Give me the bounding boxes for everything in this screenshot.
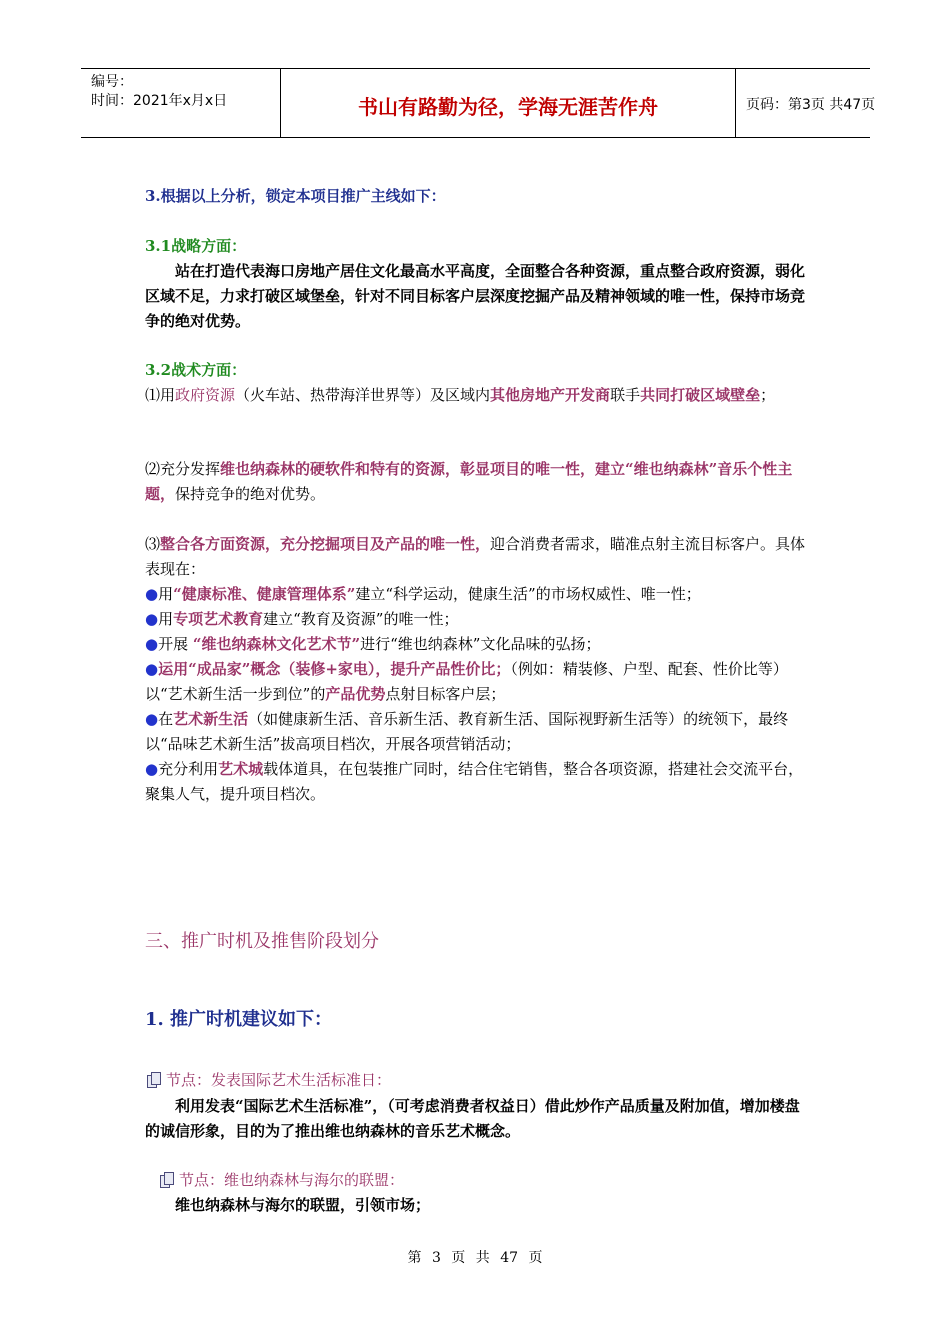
book-icon bbox=[160, 1172, 173, 1187]
text-run: ； bbox=[760, 386, 776, 404]
bullet-icon: ● bbox=[145, 585, 159, 603]
list-item bbox=[145, 607, 810, 632]
list-item bbox=[145, 757, 810, 807]
header-meta-cell bbox=[81, 69, 281, 137]
text-run: 建立“科学运动，健康生活”的市场权威性、唯一性； bbox=[355, 585, 701, 603]
header-page-cell bbox=[736, 69, 876, 137]
page-number-label: 页码：第3页 共47页 bbox=[746, 97, 876, 113]
text-run: 建立“教育及资源”的唯一性； bbox=[263, 610, 459, 628]
highlight-run: 专项艺术教育 bbox=[173, 610, 264, 628]
time-label: 时间：2021年x月x日 bbox=[91, 93, 228, 109]
highlight-run: 共同打破区域壁垒 bbox=[640, 386, 761, 404]
text-run: 进行“维也纳森林”文化品味的弘扬； bbox=[360, 635, 601, 653]
text-run: 开展 bbox=[158, 635, 193, 653]
page-header bbox=[81, 68, 876, 138]
text-run: 用 bbox=[158, 610, 174, 628]
text-run: 点射目标客户层； bbox=[385, 685, 506, 703]
list-item bbox=[145, 582, 810, 607]
node-title-text: 节点：维也纳森林与海尔的联盟： bbox=[179, 1171, 405, 1189]
header-motto-cell bbox=[281, 69, 736, 137]
text-run: 充分利用 bbox=[158, 760, 219, 778]
text-run: 迎合消费者需求，瞄准点射主流目标客户。具体表现在： bbox=[145, 535, 806, 578]
highlight-run: “维也纳森林文化艺术节” bbox=[192, 635, 361, 653]
text-run: 保持竞争的绝对优势。 bbox=[175, 485, 326, 503]
highlight-run: “健康标准、健康管理体系” bbox=[173, 585, 356, 603]
doc-number-label: 编号： bbox=[91, 74, 133, 90]
bullet-icon: ● bbox=[145, 635, 159, 653]
text-run: ⑵充分发挥 bbox=[145, 460, 221, 478]
text-run: （火车站、热带海洋世界等）及区域内 bbox=[235, 386, 491, 404]
highlight-run: 维也纳森林的硬软件和特有的资源，彰显项目的唯一性，建立“维也纳森林”音乐个性主题， bbox=[145, 460, 793, 503]
highlight-run: 艺术城 bbox=[218, 760, 264, 778]
section-3-title: 3.根据以上分析，锁定本项目推广主线如下： bbox=[145, 187, 446, 205]
highlight-run: 艺术新生活 bbox=[173, 710, 249, 728]
text-run: 联手 bbox=[610, 386, 641, 404]
text-run: 用 bbox=[158, 585, 174, 603]
tactic-paragraph-3 bbox=[145, 532, 810, 582]
highlight-run: 政府资源 bbox=[175, 386, 236, 404]
text-run: （例如：精装修、户型、配套、性价比等）以“艺术新生活一步到位”的 bbox=[145, 660, 788, 703]
list-item bbox=[145, 632, 810, 657]
section-3-1-title: 3.1战略方面： bbox=[145, 237, 247, 255]
bullet-icon: ● bbox=[145, 660, 159, 678]
section-3-1-paragraph: 站在打造代表海口房地产居住文化最高水平高度，全面整合各种资源，重点整合政府资源，弱化区域不足，力求打破区域堡垒，针对不同目标客户层深度挖掘产品及精神领域的唯一性，保持市场竞争的绝对优势。 bbox=[145, 262, 806, 330]
tactic-paragraph-1 bbox=[145, 383, 810, 408]
motto: 书山有路勤为径，学海无涯苦作舟 bbox=[358, 95, 658, 119]
node-2-title bbox=[160, 1168, 825, 1193]
node-1-paragraph: 利用发表“国际艺术生活标准”，（可考虑消费者权益日）借此炒作产品质量及附加值，增加楼盘的诚信形象，目的为了推出维也纳森林的音乐艺术概念。 bbox=[145, 1097, 800, 1140]
text-run: ⑶ bbox=[145, 535, 161, 553]
text-run: ⑴用 bbox=[145, 386, 176, 404]
text-run: 载体道具，在包装推广同时，结合住宅销售，整合各项资源，搭建社会交流平台，聚集人气，提升项目档次。 bbox=[145, 760, 804, 803]
list-item bbox=[145, 707, 810, 757]
bullet-list bbox=[145, 582, 810, 807]
highlight-run: 产品优势 bbox=[325, 685, 386, 703]
node-title-text: 节点：发表国际艺术生活标准日： bbox=[166, 1071, 392, 1089]
node-1-title bbox=[147, 1068, 812, 1093]
page-footer: 第 3 页 共 47 页 bbox=[407, 1250, 543, 1266]
bullet-icon: ● bbox=[145, 610, 159, 628]
bullet-icon: ● bbox=[145, 760, 159, 778]
section-3-2-title: 3.2战术方面： bbox=[145, 361, 247, 379]
text-run: （如健康新生活、音乐新生活、教育新生活、国际视野新生活等）的统领下，最终以“品味艺术新生活”拔高项目档次，开展各项营销活动； bbox=[145, 710, 789, 753]
tactic-paragraph-2 bbox=[145, 457, 810, 507]
part-3-heading: 三、推广时机及推售阶段划分 bbox=[145, 931, 379, 952]
book-icon bbox=[147, 1072, 160, 1087]
node-2-paragraph: 维也纳森林与海尔的联盟，引领市场； bbox=[175, 1196, 431, 1214]
list-item bbox=[145, 657, 810, 707]
highlight-run: 整合各方面资源，充分挖掘项目及产品的唯一性， bbox=[160, 535, 491, 553]
text-run: 在 bbox=[158, 710, 174, 728]
section-1-title: 1. 推广时机建议如下： bbox=[145, 1009, 333, 1030]
bullet-icon: ● bbox=[145, 710, 159, 728]
highlight-run: 运用“成品家”概念（装修+家电），提升产品性价比； bbox=[158, 660, 511, 678]
highlight-run: 其他房地产开发商 bbox=[490, 386, 611, 404]
